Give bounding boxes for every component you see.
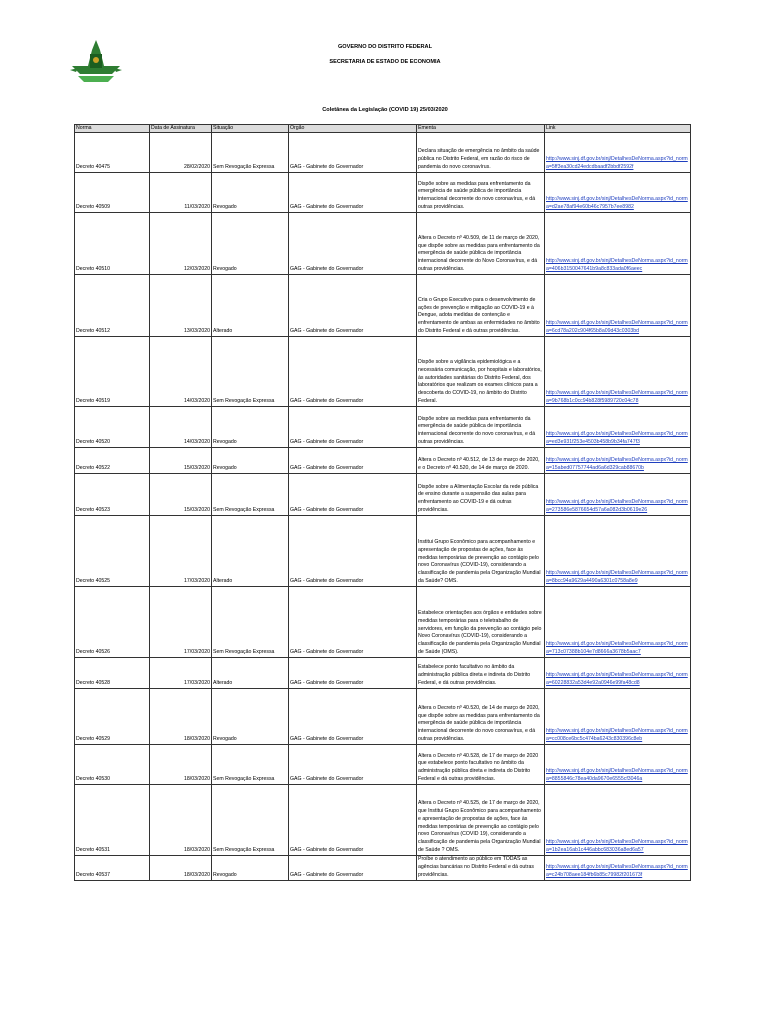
column-header-link: Link bbox=[545, 125, 691, 133]
table-row bbox=[75, 856, 691, 881]
situation-cell: Sem Revogação Expressa bbox=[212, 745, 289, 785]
norma-cell: Decreto 40512 bbox=[75, 275, 150, 337]
ementa-cell: Dispõe sobre as medidas para enfrentamento da emergência de saúde pública de importância internacional decorrente do novo coronavírus, e dá outras providências. bbox=[417, 407, 545, 448]
situation-cell: Sem Revogação Expressa bbox=[212, 785, 289, 856]
table-row bbox=[75, 407, 691, 448]
date-cell: 17/03/2020 bbox=[150, 658, 212, 689]
norma-link[interactable]: http://www.sinj.df.gov.br/sinj/DetalhesDeNorma.aspx?id_norma=ed3e931f253e4503b458b9b34fa747f3 bbox=[545, 407, 691, 448]
column-header-ementa: Ementa bbox=[417, 125, 545, 133]
ementa-cell: Estabelece orientações aos órgãos e entidades sobre medidas temporárias para o teletrabalho de servidores, em função da prevenção ao contágio pelo Novo Coronavírus (COVID-19), considerando a classificação de pandemia pela Organização Mundial de Saúde (OMS). bbox=[417, 587, 545, 658]
norma-cell: Decreto 40526 bbox=[75, 587, 150, 658]
table-row bbox=[75, 516, 691, 587]
situation-cell: Sem Revogação Expressa bbox=[212, 474, 289, 516]
header-secretariat: SECRETARIA DE ESTADO DE ECONOMIA bbox=[329, 59, 441, 65]
norma-link[interactable]: http://www.sinj.df.gov.br/sinj/DetalhesDeNorma.aspx?id_norma=cc008ce6bc5c474ba6243c830396c8eb bbox=[545, 689, 691, 745]
date-cell: 12/03/2020 bbox=[150, 213, 212, 275]
situation-cell: Sem Revogação Expressa bbox=[212, 337, 289, 407]
organ-cell: GAG - Gabinete do Governador bbox=[289, 516, 417, 587]
date-cell: 14/03/2020 bbox=[150, 407, 212, 448]
organ-cell: GAG - Gabinete do Governador bbox=[289, 689, 417, 745]
norma-link[interactable]: http://www.sinj.df.gov.br/sinj/DetalhesDeNorma.aspx?id_norma=8855846c78ea40da9670e6555cf3046a bbox=[545, 745, 691, 785]
ementa-cell: Estabelece ponto facultativo no âmbito da administração pública direta e indireta do Distrito Federal, e dá outras providências. bbox=[417, 658, 545, 689]
norma-cell: Decreto 40523 bbox=[75, 474, 150, 516]
norma-cell: Decreto 40531 bbox=[75, 785, 150, 856]
date-cell: 18/03/2020 bbox=[150, 785, 212, 856]
table-row bbox=[75, 133, 691, 173]
organ-cell: GAG - Gabinete do Governador bbox=[289, 658, 417, 689]
norma-cell: Decreto 40522 bbox=[75, 448, 150, 474]
organ-cell: GAG - Gabinete do Governador bbox=[289, 407, 417, 448]
table-row bbox=[75, 448, 691, 474]
date-cell: 17/03/2020 bbox=[150, 516, 212, 587]
ementa-cell: Proíbe o atendimento ao público em TODAS as agências bancárias no Distrito Federal e dá outras providências. bbox=[417, 856, 545, 881]
ementa-cell: Altera o Decreto nº 40.528, de 17 de março de 2020 que estabelece ponto facultativo no âmbito da administração pública direta e indireta do Distrito Federal e dá outras providências. bbox=[417, 745, 545, 785]
organ-cell: GAG - Gabinete do Governador bbox=[289, 785, 417, 856]
legislation-table bbox=[74, 124, 691, 881]
table-row bbox=[75, 474, 691, 516]
norma-link[interactable]: http://www.sinj.df.gov.br/sinj/DetalhesDeNorma.aspx?id_norma=406b3150047641b9a8c833ada0f6aeec bbox=[545, 213, 691, 275]
norma-link[interactable]: http://www.sinj.df.gov.br/sinj/DetalhesDeNorma.aspx?id_norma=5ff3ea30cd24edcdbaadf2bbdf2592f bbox=[545, 133, 691, 173]
norma-cell: Decreto 40510 bbox=[75, 213, 150, 275]
norma-cell: Decreto 40520 bbox=[75, 407, 150, 448]
organ-cell: GAG - Gabinete do Governador bbox=[289, 337, 417, 407]
norma-cell: Decreto 40475 bbox=[75, 133, 150, 173]
situation-cell: Sem Revogação Expressa bbox=[212, 133, 289, 173]
situation-cell: Alterado bbox=[212, 275, 289, 337]
header-government: GOVERNO DO DISTRITO FEDERAL bbox=[337, 44, 433, 50]
norma-link[interactable]: http://www.sinj.df.gov.br/sinj/DetalhesDeNorma.aspx?id_norma=8bcc94a9629a4490a6301c0758a8e9 bbox=[545, 516, 691, 587]
norma-cell: Decreto 40528 bbox=[75, 658, 150, 689]
table-row bbox=[75, 785, 691, 856]
ementa-cell: Dispõe sobre a Alimentação Escolar da rede pública de ensino durante a suspensão das aulas para enfrentamento ao COVID-19 e dá outras providências. bbox=[417, 474, 545, 516]
date-cell: 11/03/2020 bbox=[150, 173, 212, 213]
norma-cell: Decreto 40525 bbox=[75, 516, 150, 587]
date-cell: 13/03/2020 bbox=[150, 275, 212, 337]
ementa-cell: Altera o Decreto nº 40.512, de 13 de março de 2020, e o Decreto nº 40.520, de 14 de março de 2020. bbox=[417, 448, 545, 474]
table-row bbox=[75, 689, 691, 745]
norma-cell: Decreto 40509 bbox=[75, 173, 150, 213]
column-header-data: Data de Assinatura bbox=[150, 125, 212, 133]
situation-cell: Revogado bbox=[212, 856, 289, 881]
organ-cell: GAG - Gabinete do Governador bbox=[289, 745, 417, 785]
ementa-cell: Institui Grupo Econômico para acompanhamento e apresentação de propostas de ações, face às medidas temporárias de prevenção ao contágio pelo novo Coronavírus (COVID-19), considerando a classificação de pandemia pela Organização Mundial da Saúde? OMS. bbox=[417, 516, 545, 587]
table-row bbox=[75, 587, 691, 658]
norma-link[interactable]: http://www.sinj.df.gov.br/sinj/DetalhesDeNorma.aspx?id_norma=1b2ea16ab1c446abbc683036a8ed6a57 bbox=[545, 785, 691, 856]
norma-link[interactable]: http://www.sinj.df.gov.br/sinj/DetalhesDeNorma.aspx?id_norma=713c07388b104e7d8666a3678b5aac7 bbox=[545, 587, 691, 658]
column-header-orgao: Órgão bbox=[289, 125, 417, 133]
organ-cell: GAG - Gabinete do Governador bbox=[289, 587, 417, 658]
situation-cell: Revogado bbox=[212, 213, 289, 275]
situation-cell: Alterado bbox=[212, 658, 289, 689]
ementa-cell: Cria o Grupo Executivo para o desenvolvimento de ações de prevenção e mitigação ao COVID-19 e à Dengue, adota medidas de contenção e enfrentamento de ambas as enfermidades no âmbito do Distrito Federal e dá outras providências. bbox=[417, 275, 545, 337]
date-cell: 28/02/2020 bbox=[150, 133, 212, 173]
norma-cell: Decreto 40537 bbox=[75, 856, 150, 881]
ementa-cell: Altera o Decreto nº 40.509, de 11 de março de 2020, que dispõe sobre as medidas para enfrentamento da emergência de saúde pública de importância internacional decorrente do Novo Coronavírus, e dá outras providências. bbox=[417, 213, 545, 275]
date-cell: 18/03/2020 bbox=[150, 856, 212, 881]
date-cell: 18/03/2020 bbox=[150, 689, 212, 745]
ementa-cell: Dispõe sobre a vigilância epidemiológica e a necessária comunicação, por hospitais e laboratórios, às autoridades sanitárias do Distrito Federal, dos laboratórios que realizam os exames clínicos para a descoberta do COVID-19, no âmbito do Distrito Federal. bbox=[417, 337, 545, 407]
organ-cell: GAG - Gabinete do Governador bbox=[289, 474, 417, 516]
date-cell: 15/03/2020 bbox=[150, 474, 212, 516]
table-header-row bbox=[75, 125, 691, 133]
date-cell: 15/03/2020 bbox=[150, 448, 212, 474]
norma-cell: Decreto 40529 bbox=[75, 689, 150, 745]
organ-cell: GAG - Gabinete do Governador bbox=[289, 275, 417, 337]
situation-cell: Revogado bbox=[212, 407, 289, 448]
date-cell: 18/03/2020 bbox=[150, 745, 212, 785]
table-row bbox=[75, 173, 691, 213]
norma-cell: Decreto 40519 bbox=[75, 337, 150, 407]
norma-cell: Decreto 40530 bbox=[75, 745, 150, 785]
norma-link[interactable]: http://www.sinj.df.gov.br/sinj/DetalhesDeNorma.aspx?id_norma=15abed07757744ad6a6d329cab88670b bbox=[545, 448, 691, 474]
date-cell: 17/03/2020 bbox=[150, 587, 212, 658]
table-row bbox=[75, 337, 691, 407]
organ-cell: GAG - Gabinete do Governador bbox=[289, 213, 417, 275]
norma-link[interactable]: http://www.sinj.df.gov.br/sinj/DetalhesDeNorma.aspx?id_norma=273586e5876654d57a6a082d3b0619e26 bbox=[545, 474, 691, 516]
norma-link[interactable]: http://www.sinj.df.gov.br/sinj/DetalhesDeNorma.aspx?id_norma=9b768b1c0cc94b828f5989720c04c78 bbox=[545, 337, 691, 407]
norma-link[interactable]: http://www.sinj.df.gov.br/sinj/DetalhesDeNorma.aspx?id_norma=c24b708aee184fb6b85c79982f201673f bbox=[545, 856, 691, 881]
document-title: Coletânea da Legislação (COVID 19) 25/03/2020 bbox=[322, 107, 448, 113]
situation-cell: Revogado bbox=[212, 173, 289, 213]
organ-cell: GAG - Gabinete do Governador bbox=[289, 856, 417, 881]
ementa-cell: Altera o Decreto nº 40.520, de 14 de março de 2020, que dispõe sobre as medidas para enfrentamento da emergência de saúde pública de importância internacional decorrente do novo coronavírus, e dá outras providências. bbox=[417, 689, 545, 745]
organ-cell: GAG - Gabinete do Governador bbox=[289, 448, 417, 474]
table-row bbox=[75, 658, 691, 689]
norma-link[interactable]: http://www.sinj.df.gov.br/sinj/DetalhesDeNorma.aspx?id_norma=60228832a53d4e92a0946e99fa48cd8 bbox=[545, 658, 691, 689]
organ-cell: GAG - Gabinete do Governador bbox=[289, 173, 417, 213]
norma-link[interactable]: http://www.sinj.df.gov.br/sinj/DetalhesDeNorma.aspx?id_norma=d2ae78af94e60b46c7957b7ee8982 bbox=[545, 173, 691, 213]
situation-cell: Alterado bbox=[212, 516, 289, 587]
table-row bbox=[75, 275, 691, 337]
column-header-situacao: Situação bbox=[212, 125, 289, 133]
table-body bbox=[75, 133, 691, 881]
situation-cell: Sem Revogação Expressa bbox=[212, 587, 289, 658]
date-cell: 14/03/2020 bbox=[150, 337, 212, 407]
ementa-cell: Altera o Decreto nº 40.525, de 17 de março de 2020, que Institui Grupo Econômico para acompanhamento e apresentação de propostas de ações, face às medidas temporárias de prevenção ao contágio pelo novo Coronavírus (COVID 19), considerando a classificação de pandemia pela Organização Mundial de Saúde ? OMS. bbox=[417, 785, 545, 856]
situation-cell: Revogado bbox=[212, 689, 289, 745]
situation-cell: Revogado bbox=[212, 448, 289, 474]
ementa-cell: Declara situação de emergência no âmbito da saúde pública no Distrito Federal, em razão do risco de pandemia do novo coronavírus. bbox=[417, 133, 545, 173]
organ-cell: GAG - Gabinete do Governador bbox=[289, 133, 417, 173]
ementa-cell: Dispõe sobre as medidas para enfrentamento da emergência de saúde pública de importância internacional decorrente do novo coronavírus, e dá outras providências. bbox=[417, 173, 545, 213]
norma-link[interactable]: http://www.sinj.df.gov.br/sinj/DetalhesDeNorma.aspx?id_norma=6cd78a202c904f65b8a09d43c0303bd bbox=[545, 275, 691, 337]
column-header-norma: Norma bbox=[75, 125, 150, 133]
table-row bbox=[75, 213, 691, 275]
table-row bbox=[75, 745, 691, 785]
